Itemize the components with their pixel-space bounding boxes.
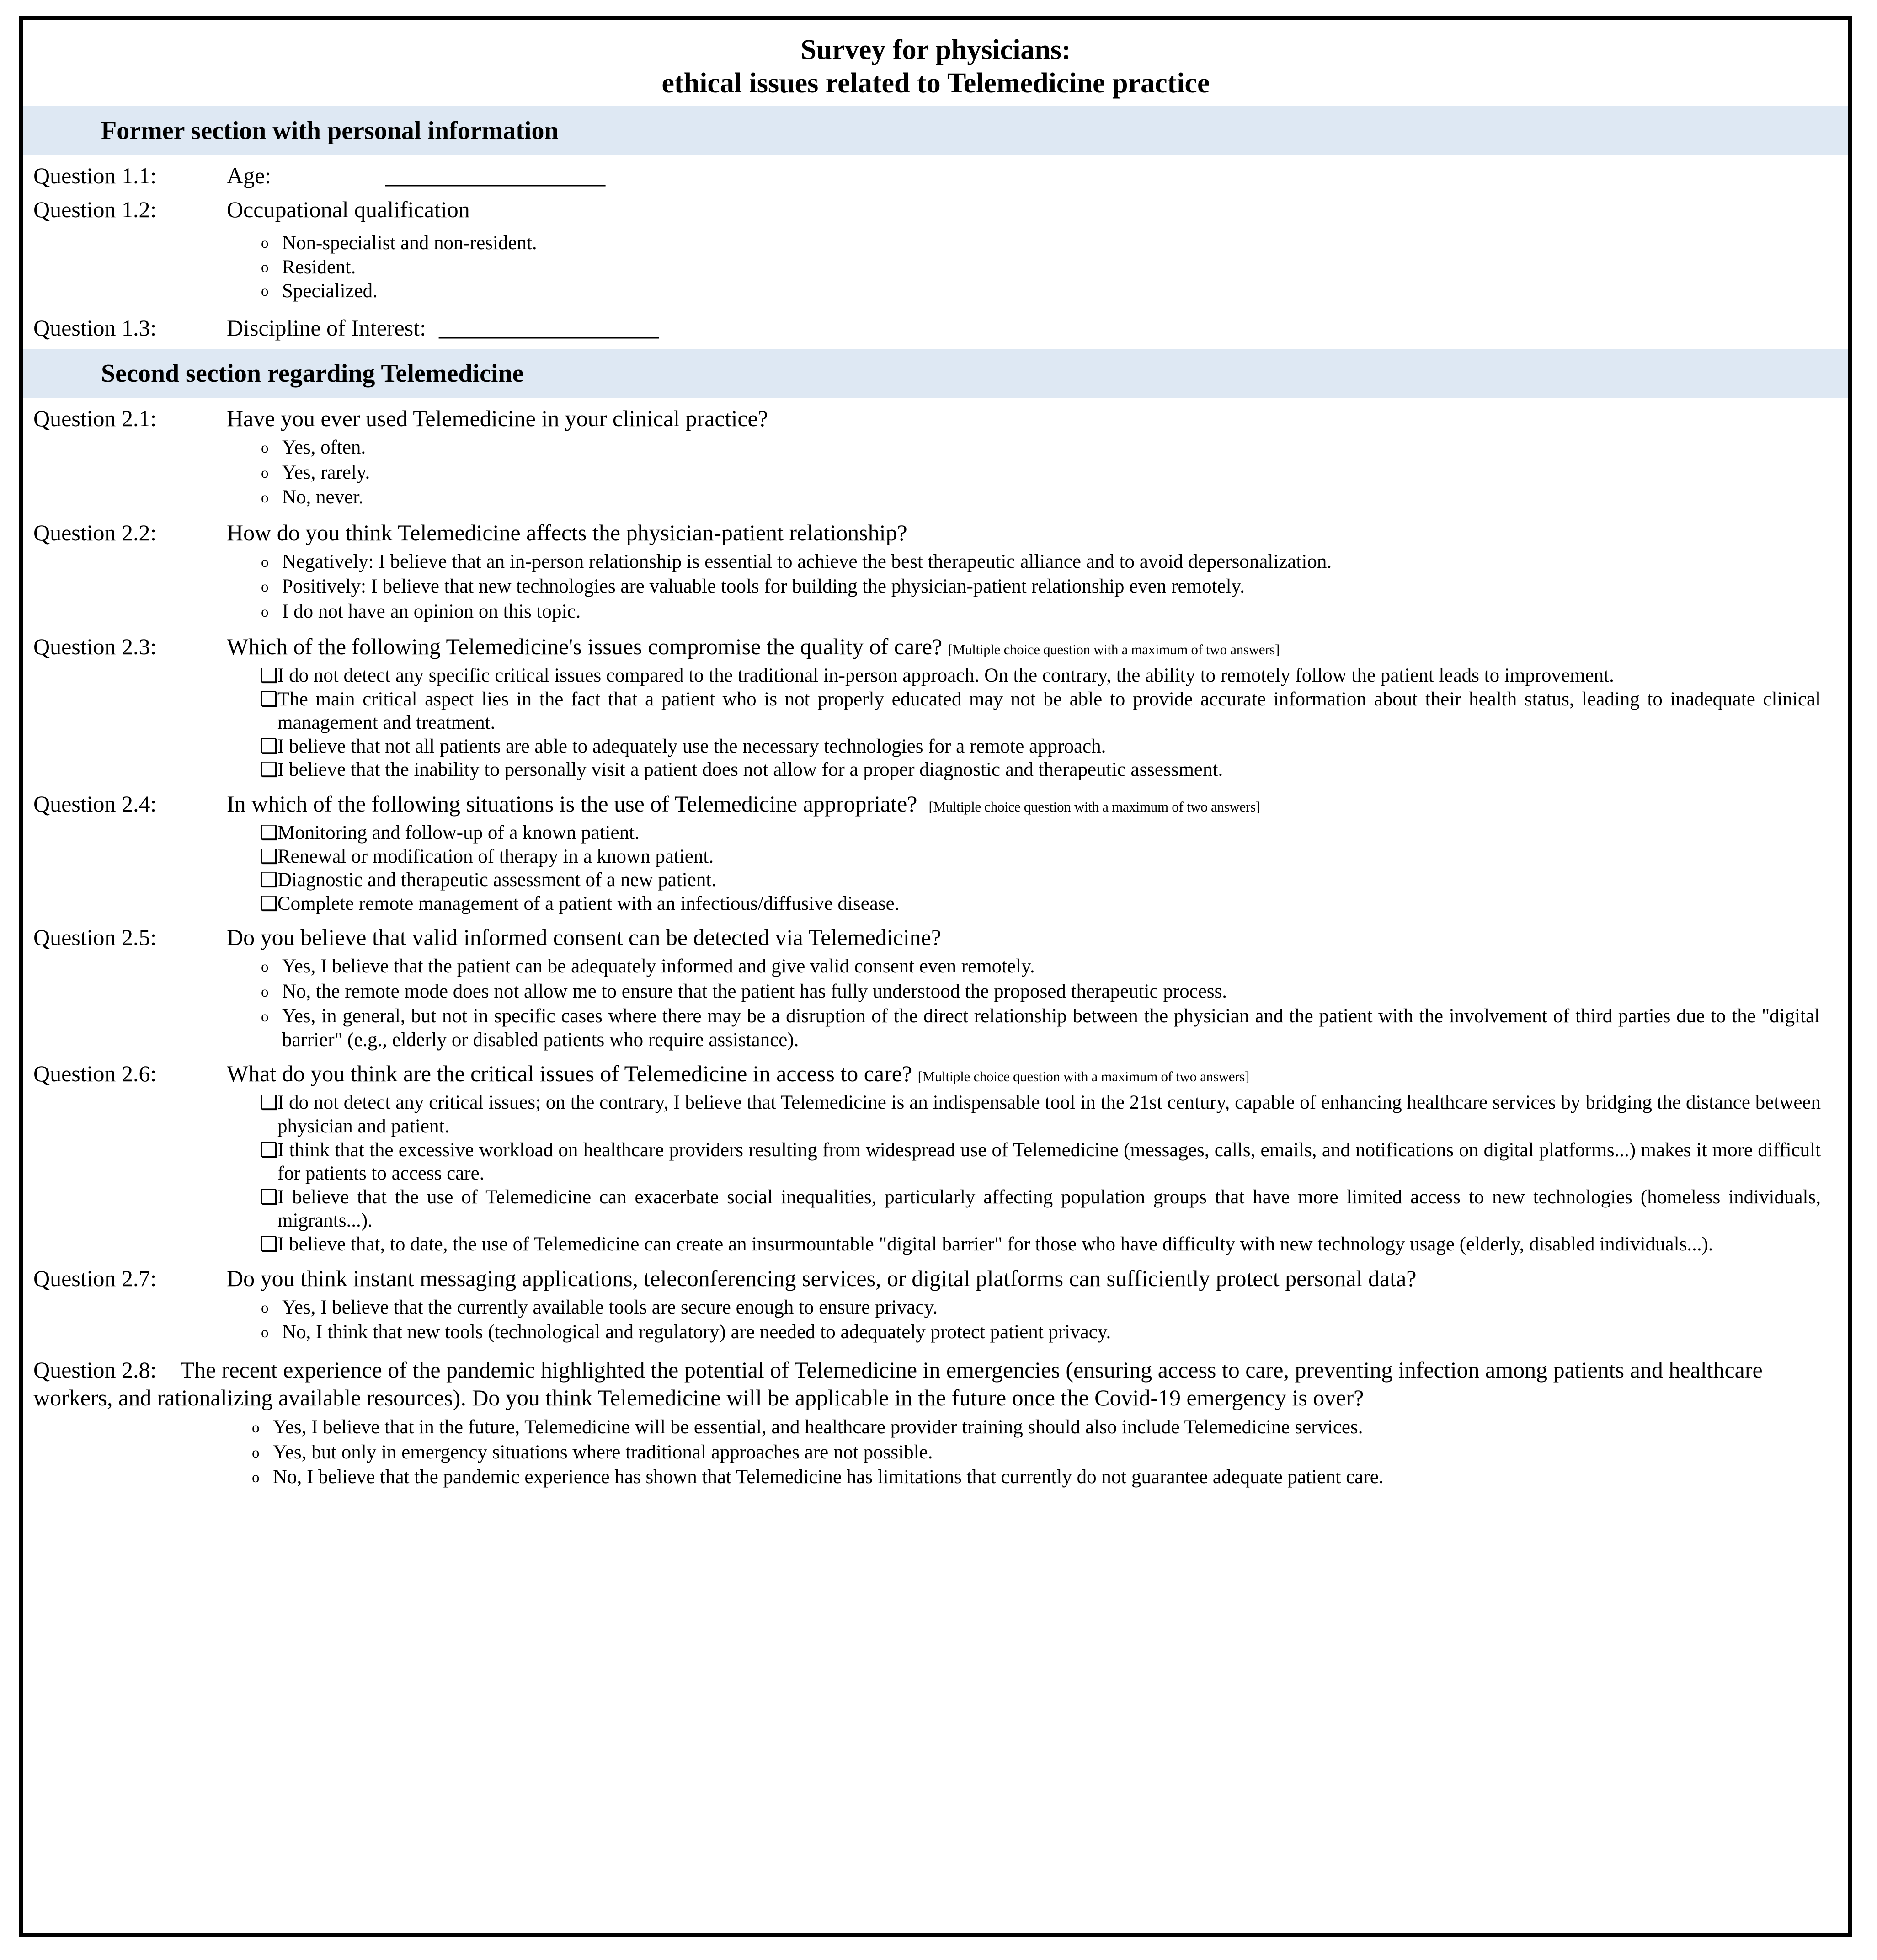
radio-bullet-icon: o [261, 283, 269, 299]
option-label: Non-specialist and non-resident. [282, 232, 537, 254]
option-label: The main critical aspect lies in the fact that a patient who is not properly educated may not be able to provide accurate information about their health status, leading to inadequate clinical management and treatment. [277, 688, 1821, 734]
question-label-2-3: Question 2.3: [33, 634, 157, 660]
question-row-2-8 [23, 1347, 1848, 1412]
option-list-2-6 [23, 1087, 1848, 1258]
question-text-1-1 [227, 162, 1848, 189]
question-block-2-1 [23, 398, 1848, 512]
option-list-2-8 [23, 1412, 1848, 1492]
option-item[interactable] [261, 436, 1820, 460]
option-item[interactable] [252, 1465, 1820, 1490]
title-line-2: ethical issues related to Telemedicine practice [661, 67, 1210, 99]
question-block-2-5 [23, 917, 1848, 1053]
radio-bullet-icon: o [252, 1420, 260, 1437]
question-block-1-3 [23, 308, 1848, 342]
question-block-2-4 [23, 784, 1848, 917]
option-item[interactable] [261, 1320, 1820, 1345]
option-item[interactable] [260, 735, 1821, 758]
radio-bullet-icon: o [261, 259, 269, 276]
option-item[interactable] [260, 868, 1821, 892]
option-label: Yes, but only in emergency situations where traditional approaches are not possible. [273, 1441, 933, 1463]
question-label-1-3: Question 1.3: [33, 315, 157, 341]
question-label-1-2: Question 1.2: [33, 197, 157, 223]
question-text-1-3 [227, 314, 1848, 342]
option-item[interactable] [261, 231, 1848, 255]
option-item[interactable] [260, 688, 1821, 735]
question-block-2-2 [23, 513, 1848, 626]
question-row-2-7 [23, 1258, 1848, 1292]
question-text-1-2: Occupational qualification [227, 197, 470, 223]
question-prompt-1-3: Discipline of Interest: [227, 315, 426, 341]
option-list-1-2 [23, 223, 1848, 308]
option-label: Specialized. [282, 280, 378, 302]
radio-bullet-icon: o [261, 235, 269, 252]
radio-bullet-icon: o [261, 959, 269, 976]
question-label-2-5: Question 2.5: [33, 924, 157, 951]
question-row-1-1 [23, 155, 1848, 189]
question-row-1-3 [23, 308, 1848, 342]
question-text-2-8: The recent experience of the pandemic highlighted the potential of Telemedicine in emergencies (ensuring access to care, preventing infection among patients and healthcare workers, and rationalizing available resources). Do you think Telemedicine will be applicable in the future once the Covid-19 emergency is over? [33, 1357, 1763, 1411]
option-item[interactable] [261, 1296, 1820, 1320]
option-item[interactable] [260, 845, 1821, 869]
question-block-1-2 [23, 189, 1848, 308]
checkbox-icon: ❑ [260, 892, 278, 915]
question-note-2-4: [Multiple choice question with a maximum of two answers] [928, 799, 1260, 815]
option-item[interactable] [260, 1186, 1821, 1233]
question-text-2-5: Do you believe that valid informed consent can be detected via Telemedicine? [227, 924, 942, 951]
checkbox-icon: ❑ [260, 1091, 278, 1114]
radio-bullet-icon: o [252, 1469, 260, 1486]
question-text-2-3 [227, 633, 1848, 660]
checkbox-icon: ❑ [260, 1186, 278, 1208]
option-item[interactable] [261, 600, 1820, 625]
option-label: Yes, I believe that the patient can be adequately informed and give valid consent even remotely. [282, 956, 1035, 977]
radio-bullet-icon: o [261, 603, 269, 620]
radio-bullet-icon: o [261, 1009, 269, 1025]
option-item[interactable] [260, 664, 1821, 688]
option-label: No, I believe that the pandemic experience has shown that Telemedicine has limitations that currently do not guarantee adequate patient care. [273, 1466, 1384, 1488]
radio-bullet-icon: o [261, 554, 269, 571]
checkbox-icon: ❑ [260, 688, 278, 710]
option-label: Monitoring and follow-up of a known patient. [277, 822, 640, 844]
option-label: Yes, I believe that the currently available tools are secure enough to ensure privacy. [282, 1296, 938, 1318]
question-block-2-6 [23, 1053, 1848, 1258]
option-item[interactable] [252, 1415, 1820, 1440]
option-list-2-4 [23, 817, 1848, 917]
option-list-2-2 [23, 546, 1848, 626]
option-item[interactable] [261, 1004, 1820, 1052]
checkbox-icon: ❑ [260, 758, 278, 781]
question-label-2-8: Question 2.8: [33, 1357, 157, 1383]
option-label: Yes, often. [282, 437, 366, 459]
radio-bullet-icon: o [261, 490, 269, 507]
option-item[interactable] [260, 892, 1821, 916]
option-label: I do not have an opinion on this topic. [282, 600, 581, 622]
option-label: Renewal or modification of therapy in a known patient. [277, 845, 714, 867]
option-list-2-5 [23, 951, 1848, 1053]
survey-document-frame [19, 16, 1852, 1937]
radio-bullet-icon: o [261, 465, 269, 481]
option-label: Complete remote management of a patient with an infectious/diffusive disease. [277, 892, 900, 914]
section-heading-telemedicine: Second section regarding Telemedicine [23, 349, 1848, 398]
discipline-answer-blank[interactable]: ____________________ [439, 315, 658, 341]
checkbox-icon: ❑ [260, 845, 278, 868]
question-prompt-2-3: Which of the following Telemedicine's issues compromise the quality of care? [227, 634, 943, 660]
option-label: Negatively: I believe that an in-person relationship is essential to achieve the best therapeutic alliance and to avoid depersonalization. [282, 550, 1332, 572]
option-label: Resident. [282, 256, 356, 278]
option-item[interactable] [261, 550, 1820, 575]
option-label: I do not detect any critical issues; on the contrary, I believe that Telemedicine is an indispensable tool in the 21st century, capable of enhancing healthcare services by bridging the distance between physician and patient. [277, 1092, 1821, 1138]
option-label: I believe that, to date, the use of Telemedicine can create an insurmountable "digital barrier" for those who have difficulty with new technology usage (elderly, disabled individuals...). [277, 1234, 1713, 1255]
option-label: No, I think that new tools (technological and regulatory) are needed to adequately protect patient privacy. [282, 1321, 1111, 1343]
question-label-2-4: Question 2.4: [33, 791, 157, 817]
option-item[interactable] [261, 486, 1820, 510]
option-item[interactable] [261, 256, 1848, 279]
option-item[interactable] [252, 1441, 1820, 1465]
option-label: I believe that the inability to personally visit a patient does not allow for a proper diagnostic and therapeutic assessment. [277, 759, 1223, 781]
question-row-2-1 [23, 398, 1848, 432]
checkbox-icon: ❑ [260, 1233, 278, 1256]
option-item[interactable] [261, 279, 1848, 303]
question-label-2-7: Question 2.7: [33, 1265, 157, 1291]
option-label: I believe that the use of Telemedicine can exacerbate social inequalities, particularly affecting population groups that have more limited access to new technologies (homeless individuals, migrants...). [277, 1186, 1821, 1232]
checkbox-icon: ❑ [260, 869, 278, 892]
question-row-2-3 [23, 626, 1848, 660]
question-note-2-6: [Multiple choice question with a maximum of two answers] [917, 1068, 1249, 1085]
radio-bullet-icon: o [261, 440, 269, 457]
question-text-2-2: How do you think Telemedicine affects the physician-patient relationship? [227, 519, 907, 545]
option-item[interactable] [261, 575, 1820, 599]
question-label-1-1: Question 1.1: [33, 163, 157, 189]
option-item[interactable] [261, 955, 1820, 979]
option-label: Yes, in general, but not in specific cases where there may be a disruption of the direct relationship between the physician and the patient with the involvement of third parties due to the "digital barrier" (e.g., elderly or disabled patients who require assistance). [282, 1005, 1820, 1051]
question-row-2-6 [23, 1053, 1848, 1087]
option-label: I do not detect any specific critical issues compared to the traditional in-person approach. On the contrary, the ability to remotely follow the patient leads to improvement. [277, 665, 1614, 687]
question-label-2-1: Question 2.1: [33, 406, 157, 432]
option-list-2-1 [23, 432, 1848, 512]
title-line-1: Survey for physicians: [800, 34, 1071, 65]
question-row-2-5 [23, 917, 1848, 951]
section-heading-personal-information: Former section with personal information [23, 106, 1848, 155]
radio-bullet-icon: o [261, 579, 269, 596]
question-prompt-2-4: In which of the following situations is the use of Telemedicine appropriate? [227, 791, 917, 817]
question-label-2-6: Question 2.6: [33, 1061, 157, 1087]
question-row-2-2 [23, 513, 1848, 546]
checkbox-icon: ❑ [260, 735, 278, 758]
option-label: No, the remote mode does not allow me to ensure that the patient has fully understood the proposed therapeutic process. [282, 980, 1227, 1002]
question-prompt-1-1: Age: [227, 163, 272, 189]
question-row-2-4 [23, 784, 1848, 817]
radio-bullet-icon: o [261, 1299, 269, 1316]
option-label: Positively: I believe that new technologies are valuable tools for building the physician-patient relationship even remotely. [282, 576, 1245, 598]
option-label: Yes, I believe that in the future, Telemedicine will be essential, and healthcare provider training should also include Telemedicine services. [273, 1416, 1363, 1438]
option-label: Yes, rarely. [282, 461, 370, 483]
option-label: I believe that not all patients are able to adequately use the necessary technologies for a remote approach. [277, 735, 1106, 757]
option-item[interactable] [261, 461, 1820, 486]
question-block-2-3 [23, 626, 1848, 784]
question-note-2-3: [Multiple choice question with a maximum of two answers] [948, 641, 1280, 658]
question-label-2-2: Question 2.2: [33, 519, 157, 545]
option-label: Diagnostic and therapeutic assessment of a new patient. [277, 869, 717, 891]
option-label: I think that the excessive workload on healthcare providers resulting from widespread use of Telemedicine (messages, calls, emails, and notifications on digital platforms...) makes it more difficult for patients to access care. [277, 1139, 1821, 1185]
question-block-1-1 [23, 155, 1848, 189]
checkbox-icon: ❑ [260, 664, 278, 687]
question-text-2-1: Have you ever used Telemedicine in your clinical practice? [227, 406, 768, 432]
option-list-2-3 [23, 660, 1848, 784]
option-label: No, never. [282, 486, 363, 508]
option-item[interactable] [260, 758, 1821, 782]
question-text-2-6 [227, 1060, 1848, 1087]
age-answer-blank[interactable]: ____________________ [385, 163, 605, 189]
question-text-2-7: Do you think instant messaging applications, teleconferencing services, or digital platforms can sufficiently protect personal data? [227, 1265, 1417, 1291]
option-item[interactable] [261, 980, 1820, 1004]
question-block-2-7 [23, 1258, 1848, 1347]
option-item[interactable] [260, 1091, 1821, 1138]
option-item[interactable] [260, 821, 1821, 845]
checkbox-icon: ❑ [260, 1138, 278, 1161]
checkbox-icon: ❑ [260, 822, 278, 844]
question-text-2-4 [227, 790, 1848, 817]
question-prompt-2-6: What do you think are the critical issues of Telemedicine in access to care? [227, 1061, 912, 1087]
question-block-2-8 [23, 1347, 1848, 1492]
option-item[interactable] [260, 1138, 1821, 1186]
radio-bullet-icon: o [261, 983, 269, 1000]
option-item[interactable] [260, 1233, 1821, 1256]
question-row-1-2 [23, 189, 1848, 223]
option-list-2-7 [23, 1292, 1848, 1347]
radio-bullet-icon: o [261, 1324, 269, 1341]
radio-bullet-icon: o [252, 1444, 260, 1461]
page-title [23, 20, 1848, 106]
